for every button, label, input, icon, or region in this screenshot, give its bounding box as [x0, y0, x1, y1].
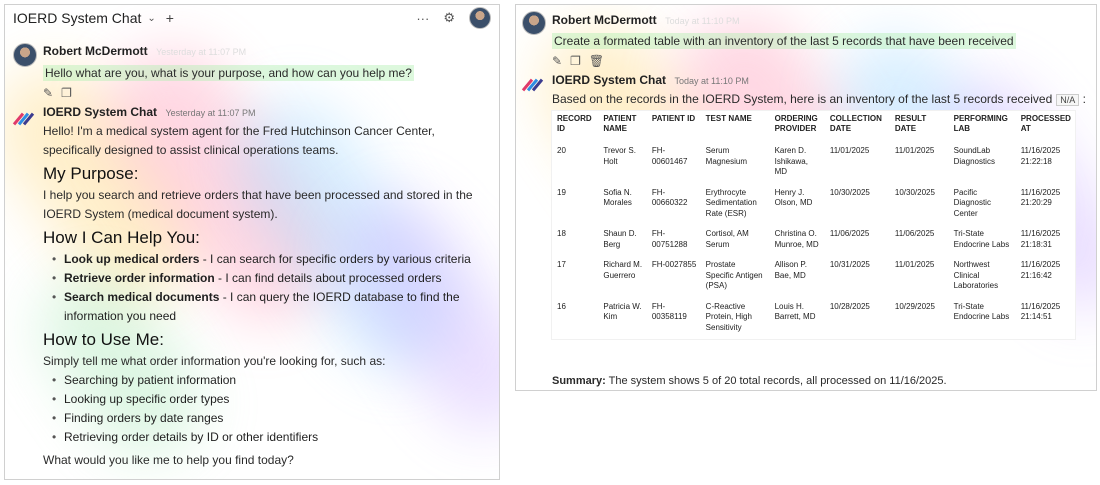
column-header: RECORD ID [557, 114, 592, 133]
table-cell: Sofia N. Morales [603, 187, 632, 207]
list-item-text: - I can find details about processed orders [214, 271, 442, 285]
list-item-bold: Retrieve order information [64, 271, 215, 285]
table-cell: 10/28/2025 [829, 301, 870, 311]
table-cell: FH-00358119 [651, 301, 687, 321]
table-cell: Richard M. Guerrero [603, 260, 643, 280]
bot-logo-icon [14, 109, 34, 129]
new-chat-icon[interactable]: + [165, 10, 174, 26]
table-cell: Cortisol, AM Serum [705, 229, 749, 249]
table-cell: Prostate Specific Antigen (PSA) [705, 260, 763, 290]
bot-message-timestamp: Today at 11:10 PM [674, 76, 749, 86]
table-cell: 10/29/2025 [894, 301, 935, 311]
message-actions [552, 54, 1092, 68]
bot-sender-name: IOERD System Chat [43, 105, 158, 119]
column-header: TEST NAME [705, 114, 752, 123]
table-cell: 11/16/2025 21:20:29 [1020, 187, 1061, 207]
table-cell: 10/30/2025 [829, 187, 870, 197]
help-list [43, 250, 491, 326]
summary-text: The system shows 5 of 20 total records, all processed on 11/16/2025. [605, 375, 947, 387]
table-cell: Tri-State Endocrine Labs [953, 229, 1010, 249]
summary-line [552, 375, 947, 387]
intro-colon: : [1082, 92, 1086, 106]
message-actions [43, 86, 493, 100]
list-item [43, 250, 491, 269]
column-header: ORDERING PROVIDER [774, 114, 818, 133]
table-cell: Tri-State Endocrine Labs [953, 301, 1010, 321]
list-item: • Finding orders by date ranges [43, 409, 491, 428]
table-row [552, 298, 1075, 340]
table-cell: 16 [557, 301, 566, 311]
table-body [552, 142, 1075, 339]
closing-text: What would you like me to help you find today? [43, 453, 294, 467]
table-cell: 20 [557, 146, 566, 155]
table-cell: Serum Magnesium [705, 146, 748, 166]
table-cell: Henry J. Olson, MD [774, 187, 813, 207]
table-cell: 10/31/2025 [829, 260, 870, 269]
column-header: PROCESSED AT [1020, 114, 1071, 133]
edit-icon[interactable]: ✎ [43, 86, 54, 100]
bot-intro-text: Hello! I'm a medical system agent for the Fred Hutchinson Cancer Center, specifically designed to assist clinical operations teams. [43, 124, 435, 157]
list-item-bold: Look up medical orders [64, 252, 200, 266]
table-cell: 11/06/2025 [829, 229, 870, 238]
list-item-text: - I can search for specific orders by various criteria [199, 252, 471, 266]
bot-intro-text: Based on the records in the IOERD System, here is an inventory of the last 5 records received [552, 92, 1053, 106]
summary-label: Summary: [552, 375, 606, 387]
table-cell: C-Reactive Protein, High Sensitivity [705, 301, 752, 332]
use-text: Simply tell me what order information you're looking for, such as: [43, 354, 386, 368]
table-cell: 11/01/2025 [829, 146, 870, 155]
chat-panel-left [4, 4, 500, 480]
user-message-avatar [522, 11, 546, 35]
copy-icon[interactable]: ❐ [570, 54, 581, 68]
table-cell: 11/16/2025 21:22:18 [1020, 146, 1061, 166]
user-message-text: Hello what are you, what is your purpose, and how can you help me? [45, 66, 412, 80]
purpose-heading: My Purpose: [43, 164, 139, 183]
chevron-down-icon[interactable]: ⌄ [147, 12, 156, 24]
table-cell: 17 [557, 260, 566, 269]
chat-panel-right [515, 4, 1097, 391]
table-cell: FH-00601467 [651, 146, 688, 166]
header-actions [416, 7, 491, 29]
bot-sender-name: IOERD System Chat [552, 73, 667, 87]
table-cell: 11/16/2025 21:18:31 [1020, 229, 1061, 249]
list-item-text: - I can query the IOERD database to find the information you need [64, 290, 460, 323]
list-item [43, 269, 491, 288]
table-cell: FH-00751288 [651, 229, 688, 249]
more-options-icon[interactable]: ··· [416, 10, 430, 26]
table-row [552, 225, 1075, 256]
table-cell: Allison P. Bae, MD [774, 260, 807, 280]
user-sender-name: Robert McDermott [552, 13, 657, 27]
column-header: PATIENT NAME [603, 114, 637, 133]
table-cell: 11/16/2025 21:16:42 [1020, 260, 1061, 280]
edit-icon[interactable]: ✎ [552, 54, 563, 68]
table-cell: 11/06/2025 [894, 229, 935, 238]
list-item: • Looking up specific order types [43, 390, 491, 409]
bot-logo-icon [523, 75, 543, 95]
list-item: • Retrieving order details by ID or other identifiers [43, 428, 491, 447]
records-table [552, 111, 1075, 339]
list-item: • Searching by patient information [43, 371, 491, 390]
table-cell: Louis H. Barrett, MD [774, 301, 816, 321]
list-item [43, 288, 491, 326]
table-cell: FH-00660322 [651, 187, 688, 207]
column-header: PATIENT ID [651, 114, 696, 123]
chat-header [5, 5, 499, 31]
table-cell: Shaun D. Berg [603, 229, 637, 249]
table-cell: FH-0027855 [651, 260, 697, 269]
bot-message [43, 103, 491, 470]
purpose-text: I help you search and retrieve orders that have been processed and stored in the IOERD System (medical document system). [43, 188, 473, 221]
table-cell: Christina O. Munroe, MD [774, 229, 819, 249]
table-cell: Northwest Clinical Laboratories [953, 260, 999, 290]
table-cell: Pacific Diagnostic Center [953, 187, 991, 218]
use-heading: How to Use Me: [43, 330, 164, 349]
help-heading: How I Can Help You: [43, 228, 200, 247]
copy-icon[interactable]: ❐ [61, 86, 72, 100]
chat-title[interactable]: IOERD System Chat [13, 10, 142, 26]
table-cell: 19 [557, 187, 566, 197]
user-avatar[interactable] [469, 7, 491, 29]
user-message-timestamp: Today at 11:10 PM [665, 16, 740, 26]
table-cell: 11/01/2025 [894, 260, 935, 269]
user-sender-name: Robert McDermott [43, 44, 148, 58]
user-message-avatar [13, 43, 37, 67]
user-message [552, 11, 1092, 68]
use-list [43, 371, 491, 447]
bot-intro-line [552, 90, 1092, 110]
delete-icon[interactable]: 🗑 [588, 54, 605, 68]
table-cell: 18 [557, 229, 566, 238]
table-cell: Erythrocyte Sedimentation Rate (ESR) [705, 187, 757, 218]
column-header: COLLECTION DATE [829, 114, 882, 133]
user-message [43, 42, 493, 100]
table-cell: SoundLab Diagnostics [953, 146, 995, 166]
table-cell: 11/01/2025 [894, 146, 935, 155]
table-row [552, 142, 1075, 184]
records-table-container [552, 111, 1075, 339]
bot-message [552, 71, 1092, 110]
na-badge: N/A [1056, 94, 1079, 106]
user-message-timestamp: Yesterday at 11:07 PM [156, 47, 247, 57]
column-header: RESULT DATE [894, 114, 927, 133]
table-cell: Patricia W. Kim [603, 301, 642, 321]
column-header: PERFORMING LAB [953, 114, 1008, 133]
bot-message-timestamp: Yesterday at 11:07 PM [165, 108, 256, 118]
table-row [552, 184, 1075, 226]
settings-sliders-icon[interactable]: ⚙ [443, 10, 455, 25]
table-cell: Karen D. Ishikawa, MD [774, 146, 808, 176]
table-cell: 11/16/2025 21:14:51 [1020, 301, 1061, 321]
table-cell: 10/30/2025 [894, 187, 935, 197]
list-item-bold: Search medical documents [64, 290, 220, 304]
table-cell: Trevor S. Holt [603, 146, 636, 166]
table-row [552, 256, 1075, 298]
user-message-text: Create a formated table with an inventory of the last 5 records that have been received [554, 34, 1014, 48]
table-header-row [552, 111, 1075, 142]
